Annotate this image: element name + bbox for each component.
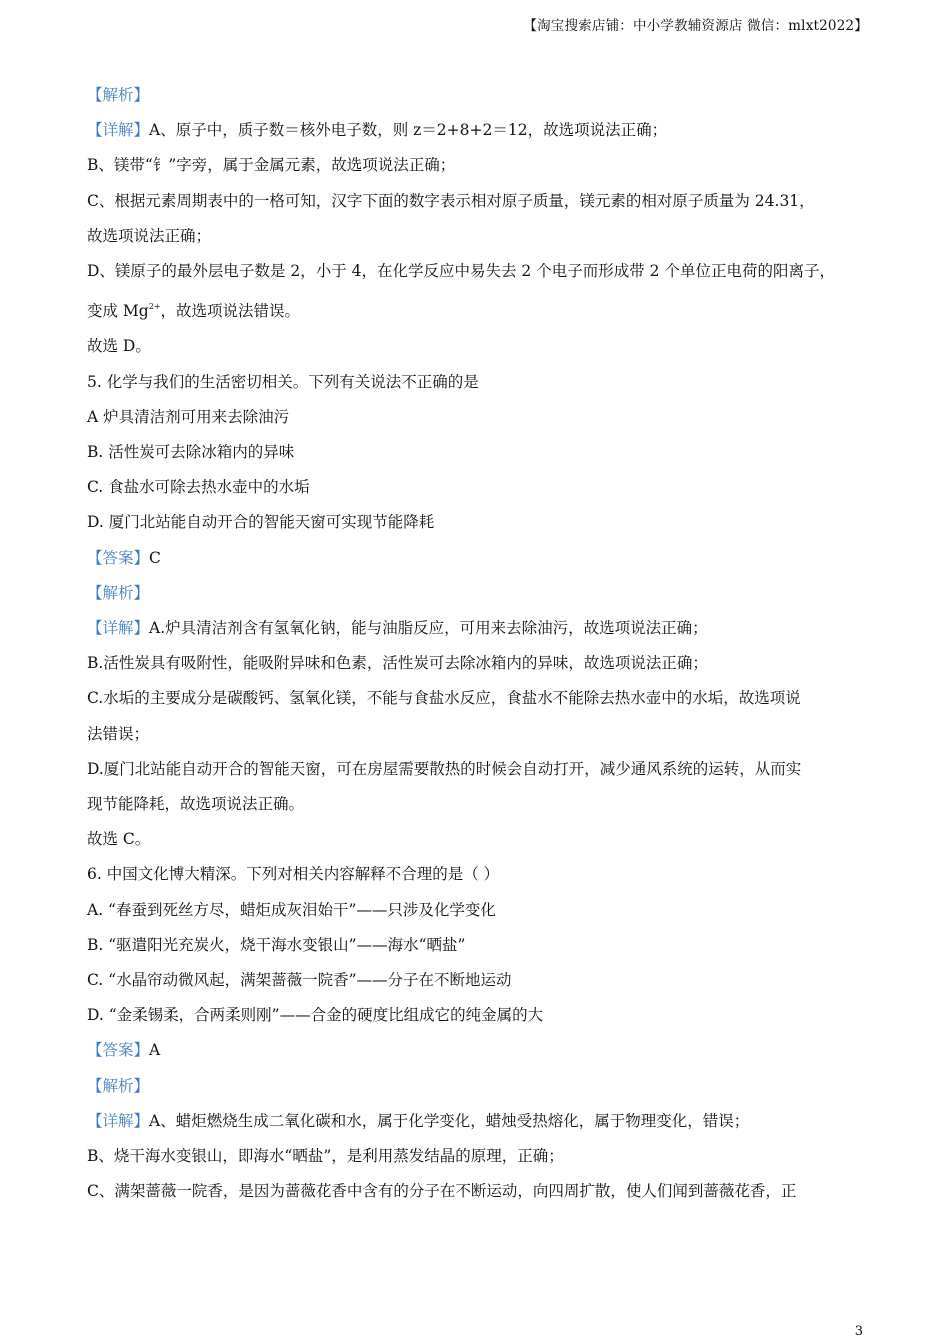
section-tag: 【解析】 (87, 86, 150, 104)
text-line: C. “水晶帘动微风起，满架蔷薇一院香”——分子在不断地运动 (87, 971, 512, 990)
text-line: B. “驱遣阳光充炭火，烧干海水变银山”——海水“晒盐” (87, 935, 466, 954)
text-line: D. “金柔锡柔，合两柔则刚”——合金的硬度比组成它的纯金属的大 (87, 1006, 544, 1025)
section-tag: 【详解】 (87, 121, 150, 140)
text-line: C、根据元素周期表中的一格可知，汉字下面的数字表示相对原子质量，镁元素的相对原子质量为 24.31， (87, 191, 815, 210)
text-line: 故选 D。 (87, 337, 151, 356)
text-line: B. 活性炭可去除冰箱内的异味 (87, 443, 295, 462)
text-line: B.活性炭具有吸附性，能吸附异味和色素，活性炭可去除冰箱内的异味，故选项说法正确； (87, 654, 708, 673)
line-text: A (149, 1041, 161, 1060)
line-text: A、原子中，质子数＝核外电子数，则 z＝2+8+2＝12，故选项说法正确； (149, 121, 668, 140)
text-line (87, 113, 877, 148)
text-line: D、镁原子的最外层电子数是 2，小于 4，在化学反应中易失去 2 个电子而形成带 2 个单位正电荷的阳离子， (87, 262, 835, 281)
line-text: ，故选项说法错误。 (160, 302, 301, 321)
section-tag: 【解析】 (87, 583, 150, 602)
line-text: A.炉具清洁剂含有氢氧化钠，能与油脂反应，可用来去除油污，故选项说法正确； (149, 619, 708, 638)
text-line: 法错误； (87, 724, 150, 743)
text-line: 5. 化学与我们的生活密切相关。下列有关说法不正确的是 (87, 372, 479, 391)
text-line: C、满架蔷薇一院香，是因为蔷薇花香中含有的分子在不断运动，向四周扩散，使人们闻到蔷薇花香，正 (87, 1182, 797, 1201)
text-line (87, 576, 877, 611)
ion-charge: 2+ (148, 302, 161, 312)
text-line: 6. 中国文化博大精深。下列对相关内容解释不合理的是（ ） (87, 865, 500, 884)
document-body (87, 78, 877, 1210)
text-line: D. 厦门北站能自动开合的智能天窗可实现节能降耗 (87, 513, 435, 532)
text-line (87, 1069, 877, 1104)
text-line (87, 541, 877, 576)
text-line (87, 611, 877, 646)
text-line (87, 78, 877, 113)
line-text: 变成 Mg (87, 302, 149, 321)
text-line: 故选项说法正确； (87, 226, 212, 245)
text-line: D.厦门北站能自动开合的智能天窗，可在房屋需要散热的时候会自动打开，减少通风系统的运转，从而实 (87, 759, 802, 778)
page-number: 3 (854, 1324, 863, 1339)
text-line: C. 食盐水可除去热水壶中的水垢 (87, 478, 310, 497)
text-line: A. “春蚕到死丝方尽，蜡炬成灰泪始干”——只涉及化学变化 (87, 900, 496, 919)
page-header: 【淘宝搜索店铺：中小学教辅资源店 微信：mlxt2022】 (523, 18, 868, 34)
line-text: C (149, 548, 161, 567)
text-line: 现节能降耗，故选项说法正确。 (87, 795, 305, 814)
text-line: B、烧干海水变银山，即海水“晒盐”，是利用蒸发结晶的原理，正确； (87, 1147, 564, 1166)
text-line: 故选 C。 (87, 830, 151, 849)
section-tag: 【答案】 (87, 1041, 150, 1060)
text-line: C.水垢的主要成分是碳酸钙、氢氧化镁，不能与食盐水反应，食盐水不能除去热水壶中的水垢，故选项说 (87, 689, 801, 708)
text-line (87, 1033, 877, 1068)
section-tag: 【解析】 (87, 1076, 150, 1095)
section-tag: 【详解】 (87, 619, 150, 638)
line-text: A、蜡炬燃烧生成二氧化碳和水，属于化学变化，蜡烛受热熔化，属于物理变化，错误； (149, 1111, 750, 1130)
section-tag: 【答案】 (87, 548, 150, 567)
text-line (87, 289, 877, 329)
text-line (87, 1104, 877, 1139)
text-line: B、镁带“钅”字旁，属于金属元素，故选项说法正确； (87, 156, 456, 175)
section-tag: 【详解】 (87, 1111, 150, 1130)
text-line: A 炉具清洁剂可用来去除油污 (87, 407, 290, 426)
